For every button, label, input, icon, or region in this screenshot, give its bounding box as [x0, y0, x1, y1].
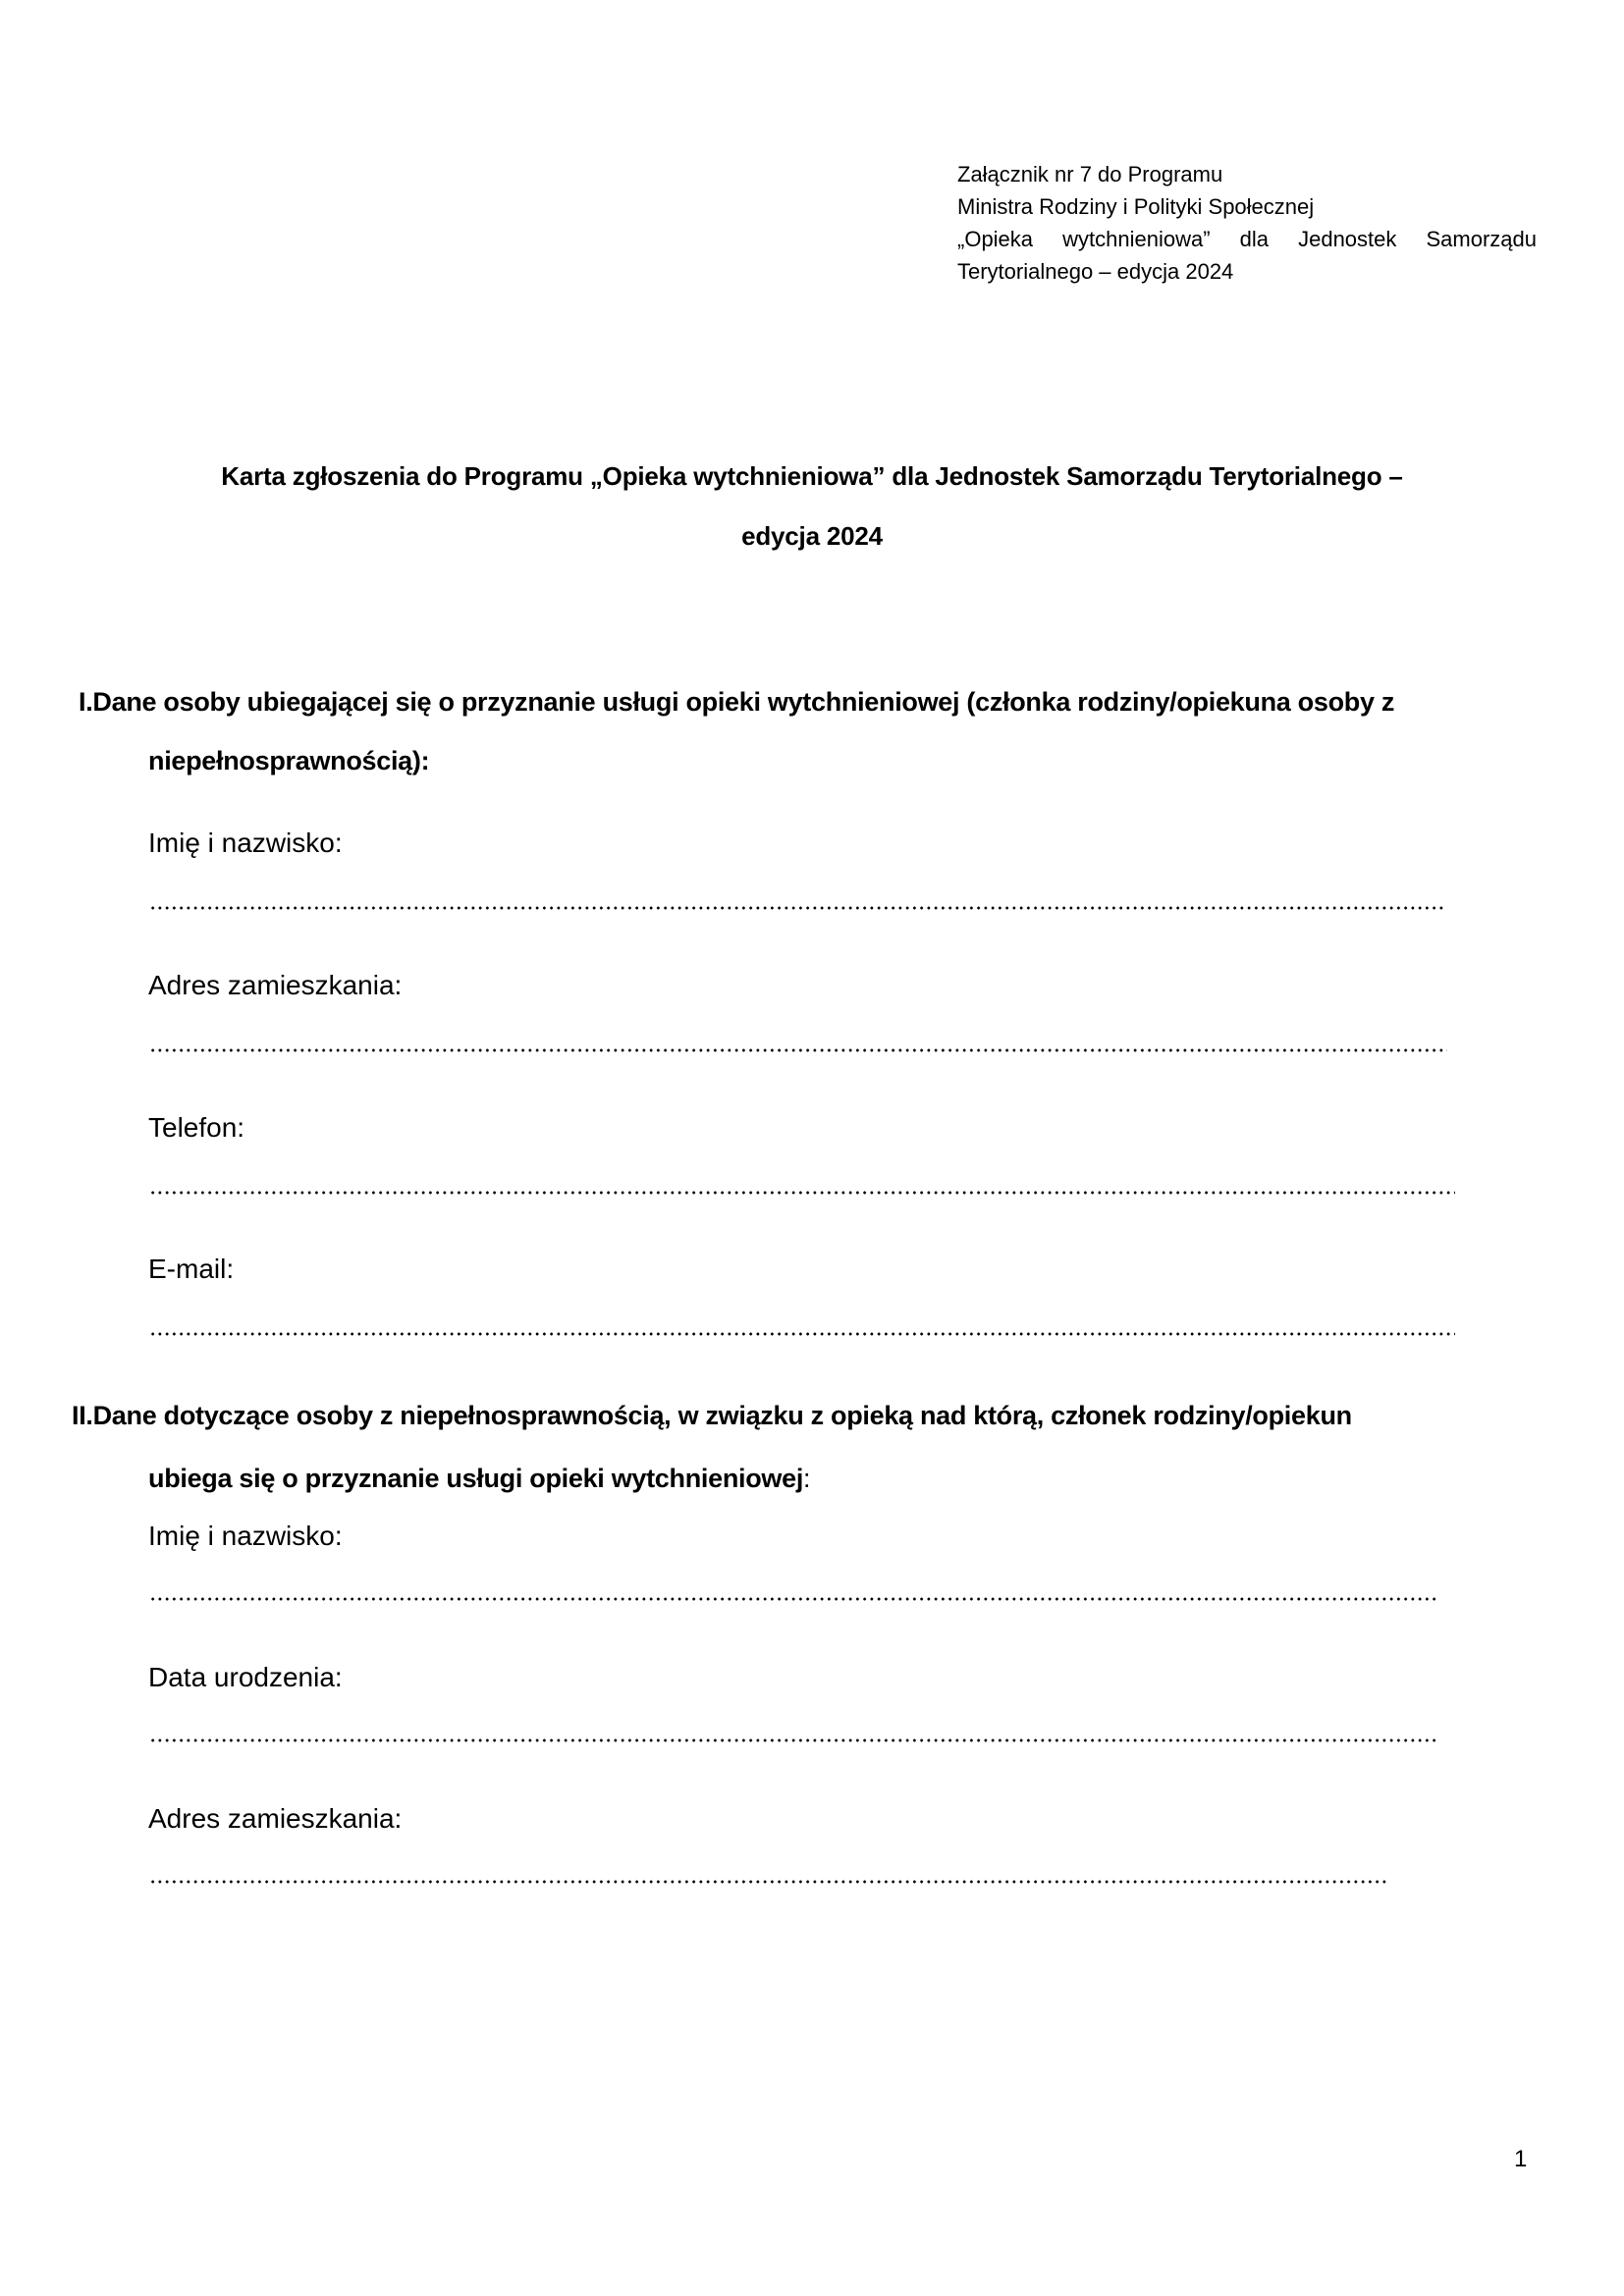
- field-label-applicant-name: Imię i nazwisko:: [148, 828, 343, 858]
- section-2-heading-line-2: [148, 1464, 810, 1494]
- field-label-dependent-name: Imię i nazwisko:: [148, 1521, 343, 1551]
- field-label-applicant-email: E-mail:: [148, 1254, 235, 1284]
- section-1-heading-line-1: I.Dane osoby ubiegającej się o przyznanie usługi opieki wytchnieniowej (członka rodziny/opiekuna osoby z: [79, 687, 1395, 717]
- input-line-applicant-phone[interactable]: [149, 1191, 1455, 1195]
- field-label-dependent-birthdate: Data urodzenia:: [148, 1662, 343, 1692]
- field-label-dependent-address: Adres zamieszkania:: [148, 1803, 403, 1834]
- field-label-applicant-address: Adres zamieszkania:: [148, 970, 403, 1000]
- attachment-note: [957, 158, 1546, 288]
- document-title-line-1: Karta zgłoszenia do Programu „Opieka wytchnieniowa” dla Jednostek Samorządu Terytorialnego –: [221, 461, 1403, 491]
- field-label-applicant-phone: Telefon:: [148, 1112, 245, 1143]
- attachment-line-4: Terytorialnego – edycja 2024: [957, 259, 1234, 284]
- input-line-applicant-email[interactable]: [149, 1332, 1455, 1336]
- section-1-heading-line-2: niepełnosprawnością):: [148, 746, 430, 775]
- page-number: 1: [1514, 2146, 1528, 2172]
- attachment-word: „Opieka: [957, 227, 1034, 251]
- input-line-applicant-name[interactable]: [149, 906, 1443, 910]
- attachment-word: wytchnieniowa”: [1062, 227, 1211, 251]
- attachment-word: Jednostek: [1298, 227, 1397, 251]
- section-2-heading-text: ubiega się o przyznanie usługi opieki wytchnieniowej: [148, 1464, 804, 1493]
- input-line-dependent-birthdate[interactable]: [149, 1738, 1437, 1742]
- document-title-line-2: edycja 2024: [741, 521, 883, 551]
- attachment-word: Samorządu: [1426, 227, 1537, 251]
- input-line-applicant-address[interactable]: [149, 1048, 1447, 1052]
- attachment-line-2: Ministra Rodziny i Polityki Społecznej: [957, 194, 1315, 219]
- attachment-line-3: [957, 223, 1537, 255]
- attachment-word: dla: [1239, 227, 1269, 251]
- input-line-dependent-name[interactable]: [149, 1597, 1437, 1601]
- input-line-dependent-address[interactable]: [149, 1880, 1386, 1884]
- attachment-line-1: Załącznik nr 7 do Programu: [957, 162, 1223, 187]
- section-2-heading-colon: :: [803, 1464, 811, 1493]
- section-2-heading-line-1: II.Dane dotyczące osoby z niepełnosprawnością, w związku z opieką nad którą, członek rodziny/opiekun: [72, 1401, 1352, 1430]
